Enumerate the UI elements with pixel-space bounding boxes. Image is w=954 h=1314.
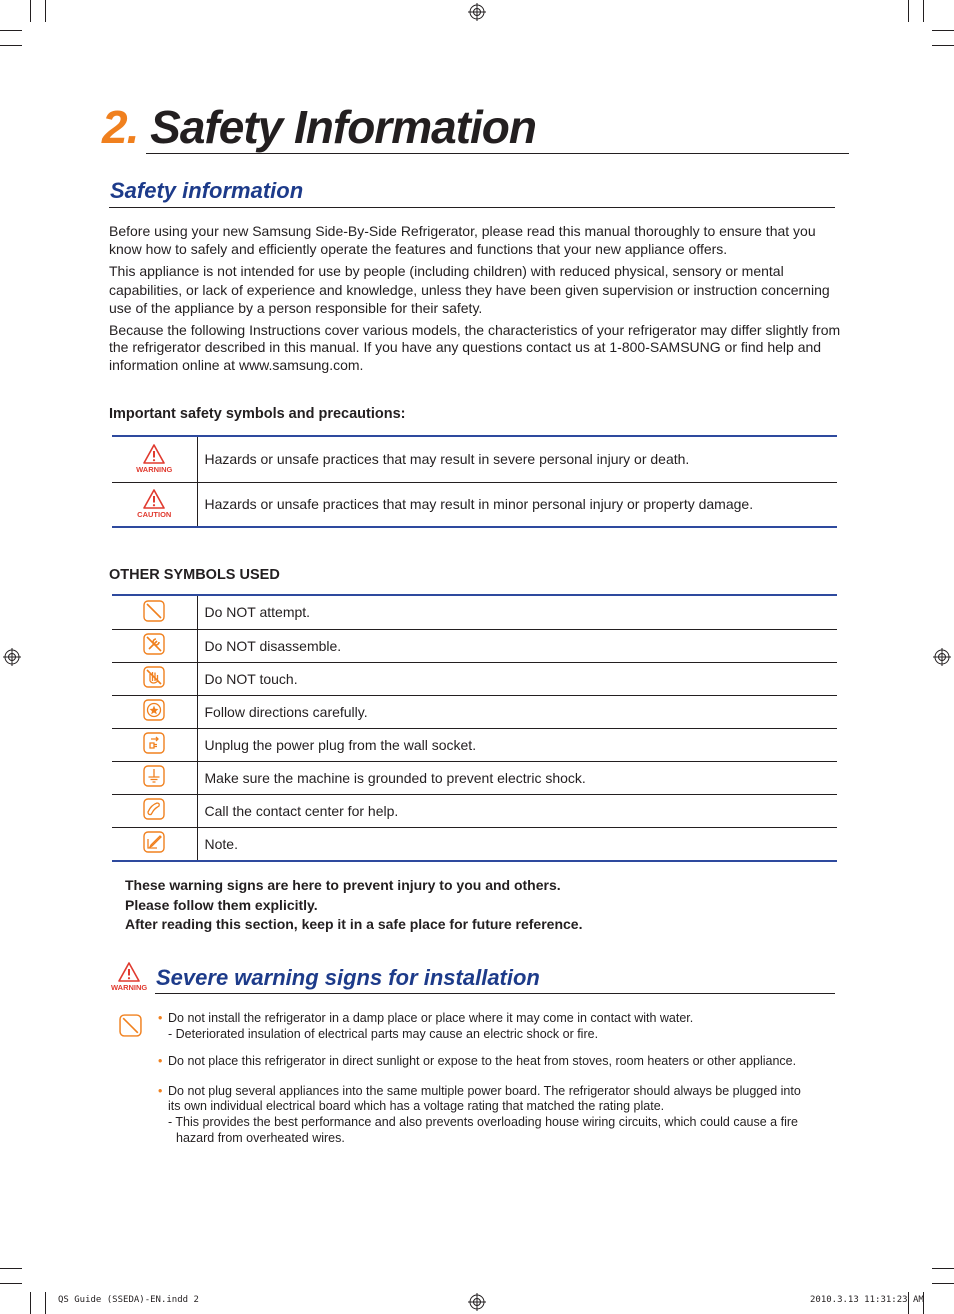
other-symbols-table <box>112 596 837 862</box>
badge-label: WARNING <box>111 983 148 992</box>
crop-mark <box>0 45 22 46</box>
notice-line: Please follow them explicitly. <box>125 896 318 913</box>
section-heading: Safety information <box>110 178 304 203</box>
symbol-text: Do NOT attempt. <box>197 596 837 629</box>
list-item: • Do not place this refrigerator in direct sunlight or expose to the heat from stoves, room heaters or other appliance. <box>158 1054 818 1070</box>
caution-triangle-icon <box>143 489 165 509</box>
chapter-number: 2. <box>102 101 139 153</box>
crop-mark <box>932 45 954 46</box>
intro-paragraph: Because the following Instructions cover various models, the characteristics of your refrigerator may differ slightly from the refrigerator described in this manual. If you have any questions contact us at 1-800-SAMSUNG or find help and information online at www.samsung.com. <box>109 321 841 373</box>
registration-mark-icon <box>468 3 486 21</box>
list-item-continuation: its own individual electrical board which has a voltage rating that matched the rating plate. <box>168 1099 665 1114</box>
caution-badge <box>137 489 171 519</box>
crop-mark <box>45 1292 46 1314</box>
no-disassemble-icon <box>143 633 165 655</box>
chapter-title <box>102 100 536 154</box>
precautions-heading: Important safety symbols and precautions: <box>109 406 406 422</box>
warning-badge <box>111 962 147 992</box>
registration-mark-icon <box>933 648 951 666</box>
other-symbols-heading: OTHER SYMBOLS USED <box>109 567 280 583</box>
badge-label: WARNING <box>136 465 173 475</box>
symbol-text: Note. <box>197 827 837 861</box>
badge-cell <box>112 482 197 527</box>
crop-mark <box>0 1268 22 1269</box>
symbol-text: Unplug the power plug from the wall socket. <box>197 728 837 761</box>
crop-mark <box>30 1292 31 1314</box>
list-item: • Do not install the refrigerator in a damp place or place where it may come in contact with water. <box>158 1011 818 1027</box>
intro-paragraph: Before using your new Samsung Side-By-Side Refrigerator, please read this manual thoroughly to ensure that you know how to safely and efficiently operate the features and functions that your new appliance offers. <box>109 223 816 257</box>
registration-mark-icon <box>468 1293 486 1311</box>
warning-triangle-icon <box>118 962 140 982</box>
table-row <box>112 629 837 662</box>
slug-date: 2010.3.13 11:31:23 AM <box>810 1295 924 1305</box>
precaution-text: Hazards or unsafe practices that may result in severe personal injury or death. <box>197 437 837 482</box>
table-row <box>112 761 837 794</box>
badge-label: CAUTION <box>137 510 172 520</box>
list-item-detail: hazard from overheated wires. <box>176 1130 345 1145</box>
table-row <box>112 728 837 761</box>
section-rule <box>109 207 835 208</box>
crop-mark <box>30 0 31 22</box>
slug-file: QS Guide (SSEDA)-EN.indd 2 <box>58 1295 199 1305</box>
intro-paragraph: This appliance is not intended for use by people (including children) with reduced physical, sensory or mental capabilities, or lack of experience and knowledge, unless they have been given supervision or instruction concerning use of the appliance by a person responsible for their safety. <box>109 263 830 316</box>
ground-icon <box>143 765 165 787</box>
crop-mark <box>45 0 46 22</box>
chapter-title-text: Safety Information <box>150 101 536 153</box>
warning-badge <box>136 444 172 474</box>
list-item: • Do not plug several appliances into the same multiple power board. The refrigerator should always be plugged into <box>158 1084 818 1100</box>
table-row <box>112 662 837 695</box>
precaution-text: Hazards or unsafe practices that may result in minor personal injury or property damage. <box>197 482 837 527</box>
precautions-table <box>112 437 837 528</box>
list-item-detail: - This provides the best performance and also prevents overloading house wiring circuits, which could cause a fire <box>168 1114 798 1129</box>
crop-mark <box>0 1283 22 1284</box>
table-row <box>112 437 837 482</box>
badge-cell <box>112 437 197 482</box>
crop-mark <box>932 1268 954 1269</box>
unplug-icon <box>143 732 165 754</box>
warning-triangle-icon <box>143 444 165 464</box>
phone-icon <box>143 798 165 820</box>
prohibited-icon <box>143 600 165 622</box>
registration-mark-icon <box>3 648 21 666</box>
symbol-text: Do NOT disassemble. <box>197 629 837 662</box>
notice-line: After reading this section, keep it in a safe place for future reference. <box>125 916 583 932</box>
crop-mark <box>0 30 22 31</box>
symbol-text: Follow directions carefully. <box>197 695 837 728</box>
symbol-text: Make sure the machine is grounded to prevent electric shock. <box>197 761 837 794</box>
table-row <box>112 482 837 527</box>
crop-mark <box>932 30 954 31</box>
section-rule <box>155 993 835 994</box>
crop-mark <box>923 0 924 22</box>
table-row <box>112 794 837 827</box>
chapter-rule <box>146 153 849 154</box>
table-row <box>112 827 837 861</box>
prohibited-icon <box>119 1014 142 1037</box>
follow-directions-icon <box>143 699 165 721</box>
section-heading: Severe warning signs for installation <box>156 965 540 990</box>
table-row <box>112 695 837 728</box>
list-item-detail: - Deteriorated insulation of electrical parts may cause an electric shock or fire. <box>168 1026 599 1041</box>
table-row <box>112 596 837 629</box>
crop-mark <box>908 0 909 22</box>
note-icon <box>143 831 165 853</box>
no-touch-icon <box>143 666 165 688</box>
notice-text <box>125 876 582 935</box>
intro-text <box>109 223 841 378</box>
notice-line: These warning signs are here to prevent injury to you and others. <box>125 877 561 893</box>
crop-mark <box>932 1283 954 1284</box>
symbol-text: Do NOT touch. <box>197 662 837 695</box>
symbol-text: Call the contact center for help. <box>197 794 837 827</box>
warning-list <box>158 1011 818 1146</box>
